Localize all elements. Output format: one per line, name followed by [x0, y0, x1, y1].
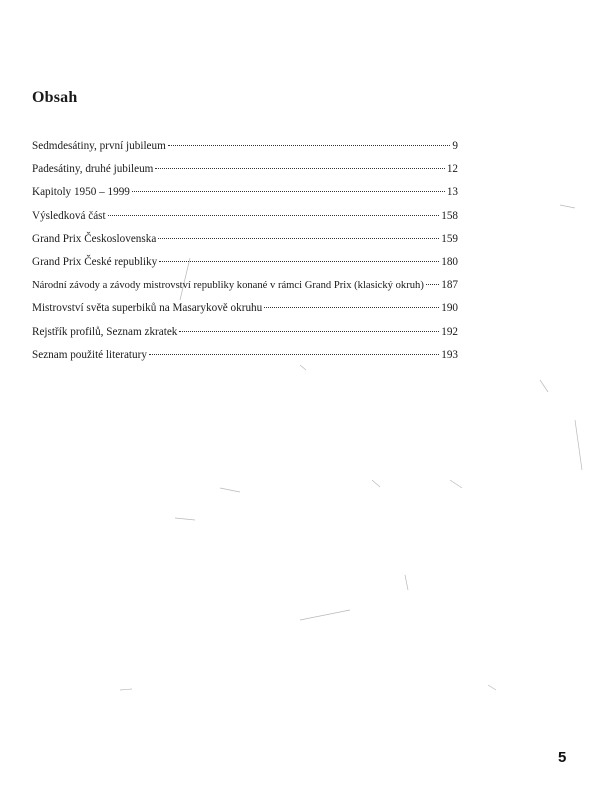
- toc-entry-page: 187: [441, 279, 458, 292]
- toc-entry-label: Výsledková část: [32, 209, 106, 222]
- table-of-contents: [32, 139, 458, 371]
- toc-leader-dots: [132, 191, 445, 192]
- toc-entry[interactable]: [32, 348, 458, 371]
- toc-entry-label: Mistrovství světa superbiků na Masarykově okruhu: [32, 302, 263, 315]
- page-title: Obsah: [32, 89, 78, 106]
- toc-leader-dots: [159, 261, 439, 262]
- toc-leader-dots: [158, 238, 439, 239]
- toc-entry-page: 9: [452, 140, 458, 152]
- toc-entry-page: 193: [441, 348, 458, 361]
- toc-leader-dots: [179, 331, 439, 332]
- toc-entry-page: 159: [441, 232, 458, 245]
- toc-entry-page: 192: [441, 325, 458, 338]
- toc-entry-label: Seznam použité literatury: [32, 348, 147, 361]
- toc-entry-label: Kapitoly 1950 – 1999: [32, 186, 130, 199]
- toc-entry-page: 12: [446, 163, 458, 176]
- toc-leader-dots: [149, 354, 439, 355]
- toc-entry[interactable]: [32, 325, 458, 348]
- toc-entry-page: 158: [441, 209, 458, 222]
- toc-entry-page: 180: [441, 255, 458, 268]
- toc-entry[interactable]: [32, 278, 458, 301]
- toc-entry-label: Národní závody a závody mistrovství republiky konané v rámci Grand Prix (klasický okruh): [32, 280, 424, 292]
- toc-leader-dots: [108, 215, 440, 216]
- toc-entry[interactable]: [32, 162, 458, 185]
- toc-entry-label: Rejstřík profilů, Seznam zkratek: [32, 325, 178, 338]
- toc-entry-label: Grand Prix České republiky: [32, 255, 158, 268]
- toc-entry[interactable]: [32, 139, 458, 162]
- toc-entry-page: 190: [441, 302, 458, 315]
- toc-entry-label: Padesátiny, druhé jubileum: [32, 163, 154, 176]
- toc-leader-dots: [168, 145, 451, 146]
- toc-entry-label: Sedmdesátiny, první jubileum: [32, 140, 166, 152]
- toc-entry[interactable]: [32, 209, 458, 232]
- toc-leader-dots: [264, 307, 439, 308]
- toc-entry[interactable]: [32, 301, 458, 324]
- toc-entry[interactable]: [32, 185, 458, 208]
- toc-leader-dots: [155, 168, 444, 169]
- toc-entry-page: 13: [446, 186, 458, 199]
- toc-entry-label: Grand Prix Československa: [32, 232, 157, 245]
- toc-entry[interactable]: [32, 255, 458, 278]
- toc-leader-dots: [426, 284, 439, 285]
- toc-entry[interactable]: [32, 232, 458, 255]
- page-number: 5: [558, 749, 567, 766]
